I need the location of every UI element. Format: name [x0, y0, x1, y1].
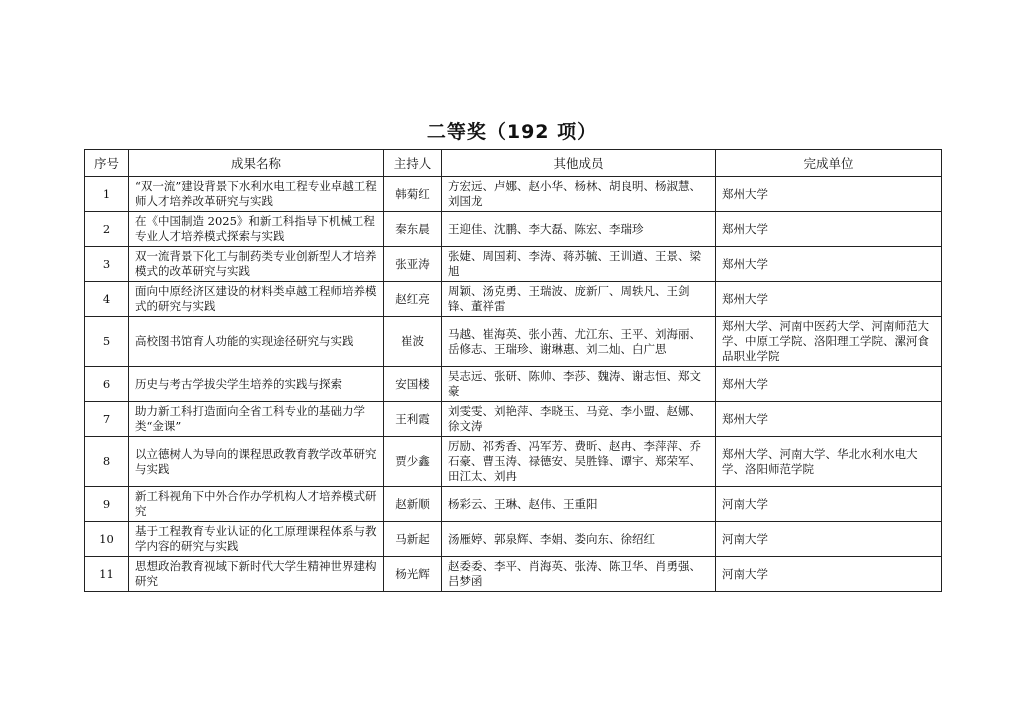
row-members: 张婕、周国莉、李涛、蒋苏毓、王训遒、王景、梁旭	[442, 247, 716, 282]
row-unit: 郑州大学	[716, 247, 942, 282]
row-host: 王利霞	[384, 402, 442, 437]
row-no: 7	[85, 402, 129, 437]
row-members: 厉励、祁秀香、冯军芳、费昕、赵冉、李萍萍、乔石豪、曹玉涛、禄德安、吴胜锋、谭宇、郑荣军、田江太、刘冉	[442, 437, 716, 487]
row-unit: 郑州大学	[716, 212, 942, 247]
page-title: 二等奖（192 项）	[426, 121, 598, 143]
header-no: 序号	[85, 150, 129, 177]
table-header-row	[85, 150, 942, 177]
table-row	[85, 282, 942, 317]
row-name: 面向中原经济区建设的材料类卓越工程师培养模式的研究与实践	[129, 282, 384, 317]
row-host: 韩菊红	[384, 177, 442, 212]
row-unit: 郑州大学	[716, 402, 942, 437]
row-name: 双一流背景下化工与制药类专业创新型人才培养模式的改革研究与实践	[129, 247, 384, 282]
awards-table	[84, 149, 942, 592]
row-host: 贾少鑫	[384, 437, 442, 487]
row-members: 杨彩云、王琳、赵伟、王重阳	[442, 487, 716, 522]
header-name: 成果名称	[129, 150, 384, 177]
row-host: 秦东晨	[384, 212, 442, 247]
row-unit: 河南大学	[716, 522, 942, 557]
row-no: 2	[85, 212, 129, 247]
row-name: 基于工程教育专业认证的化工原理课程体系与教学内容的研究与实践	[129, 522, 384, 557]
row-no: 8	[85, 437, 129, 487]
row-host: 赵红亮	[384, 282, 442, 317]
table-row	[85, 177, 942, 212]
header-members: 其他成员	[442, 150, 716, 177]
row-host: 赵新顺	[384, 487, 442, 522]
row-no: 10	[85, 522, 129, 557]
table-row	[85, 487, 942, 522]
row-no: 11	[85, 557, 129, 592]
row-host: 安国楼	[384, 367, 442, 402]
header-unit: 完成单位	[716, 150, 942, 177]
table-row	[85, 402, 942, 437]
row-no: 4	[85, 282, 129, 317]
row-members: 王迎佳、沈鹏、李大磊、陈宏、李瑞珍	[442, 212, 716, 247]
row-name: 助力新工科打造面向全省工科专业的基础力学类“金课”	[129, 402, 384, 437]
row-host: 杨光辉	[384, 557, 442, 592]
row-members: 汤雁婷、郭泉辉、李娟、娄向东、徐绍红	[442, 522, 716, 557]
table-row	[85, 317, 942, 367]
row-no: 9	[85, 487, 129, 522]
row-members: 刘雯雯、刘艳萍、李晓玉、马竞、李小盟、赵娜、徐文涛	[442, 402, 716, 437]
row-members: 马越、崔海英、张小茜、尤江东、王平、刘海丽、岳修志、王瑞珍、谢琳惠、刘二灿、白广思	[442, 317, 716, 367]
row-host: 崔波	[384, 317, 442, 367]
table-row	[85, 557, 942, 592]
row-name: 以立德树人为导向的课程思政教育教学改革研究与实践	[129, 437, 384, 487]
row-no: 3	[85, 247, 129, 282]
header-host: 主持人	[384, 150, 442, 177]
row-no: 6	[85, 367, 129, 402]
row-unit: 郑州大学	[716, 367, 942, 402]
row-unit: 郑州大学、河南大学、华北水利水电大学、洛阳师范学院	[716, 437, 942, 487]
table-row	[85, 437, 942, 487]
row-members: 周颖、汤克勇、王瑞波、庞新厂、周轶凡、王剑锋、董祥雷	[442, 282, 716, 317]
row-members: 赵委委、李平、肖海英、张涛、陈卫华、肖勇强、吕梦函	[442, 557, 716, 592]
row-unit: 河南大学	[716, 557, 942, 592]
row-no: 5	[85, 317, 129, 367]
row-members: 方宏远、卢娜、赵小华、杨林、胡良明、杨淑慧、刘国龙	[442, 177, 716, 212]
row-name: 在《中国制造 2025》和新工科指导下机械工程专业人才培养模式探索与实践	[129, 212, 384, 247]
row-unit: 郑州大学	[716, 282, 942, 317]
table-row	[85, 247, 942, 282]
row-host: 张亚涛	[384, 247, 442, 282]
row-unit: 郑州大学	[716, 177, 942, 212]
row-name: 思想政治教育视域下新时代大学生精神世界建构研究	[129, 557, 384, 592]
table-row	[85, 522, 942, 557]
row-no: 1	[85, 177, 129, 212]
table-row	[85, 367, 942, 402]
row-unit: 郑州大学、河南中医药大学、河南师范大学、中原工学院、洛阳理工学院、漯河食品职业学院	[716, 317, 942, 367]
row-name: 历史与考古学拔尖学生培养的实践与探索	[129, 367, 384, 402]
row-name: 新工科视角下中外合作办学机构人才培养模式研究	[129, 487, 384, 522]
table-row	[85, 212, 942, 247]
row-unit: 河南大学	[716, 487, 942, 522]
row-name: “双一流”建设背景下水利水电工程专业卓越工程师人才培养改革研究与实践	[129, 177, 384, 212]
row-members: 吴志远、张研、陈帅、李莎、魏涛、谢志恒、郑文豪	[442, 367, 716, 402]
row-name: 高校图书馆育人功能的实现途径研究与实践	[129, 317, 384, 367]
row-host: 马新起	[384, 522, 442, 557]
